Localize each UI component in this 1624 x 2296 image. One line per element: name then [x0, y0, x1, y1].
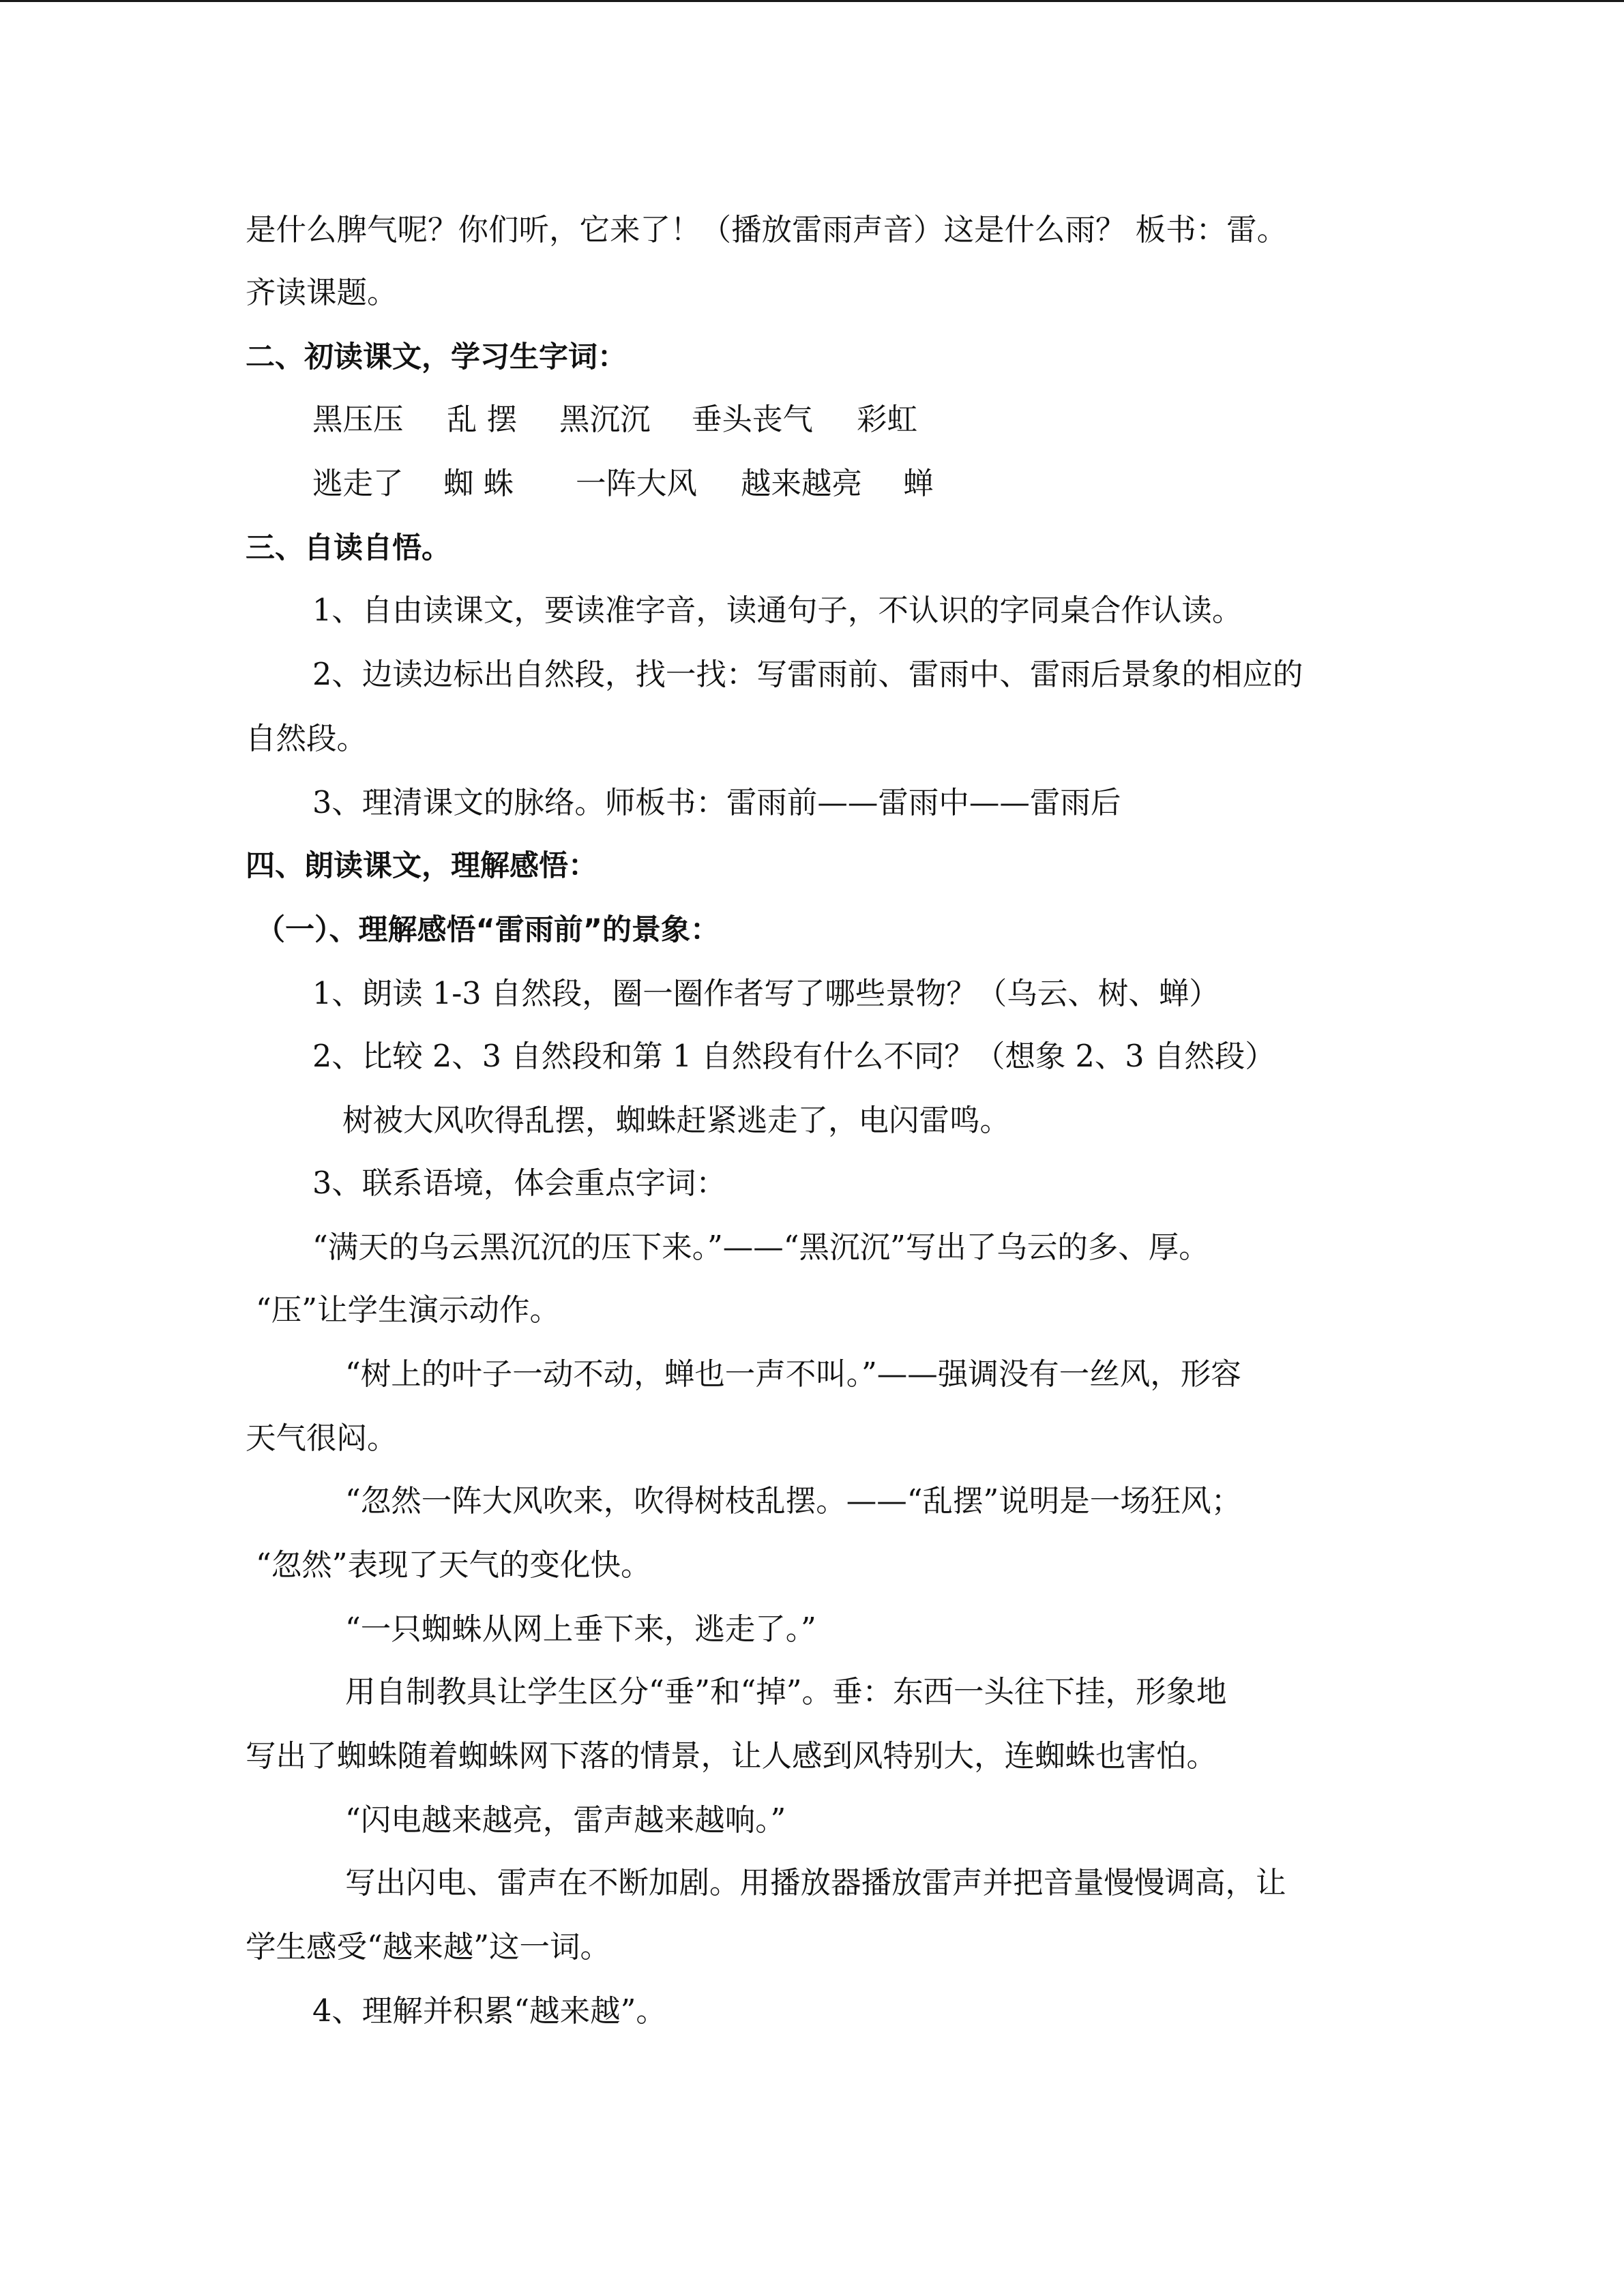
text-line: 2、边读边标出自然段，找一找：写雷雨前、雷雨中、雷雨后景象的相应的: [312, 657, 1303, 692]
vocab-word: 黑沉沉: [559, 402, 651, 437]
quote-line: “闪电越来越亮，雷声越来越响。”: [345, 1803, 786, 1838]
text-line: 1、自由读课文，要读准字音，读通句子，不认识的字同桌合作认读。: [312, 593, 1243, 628]
text-line: 用自制教具让学生区分“垂”和“掉”。垂：东西一头往下挂，形象地: [345, 1675, 1227, 1710]
section-heading-2: 二、初读课文，学习生字词：: [246, 340, 627, 374]
vocab-word: 一阵大风: [576, 466, 698, 501]
vocab-word: 黑压压: [312, 402, 404, 437]
text-line: 树被大风吹得乱摆，蜘蛛赶紧逃走了，电闪雷鸣。: [342, 1103, 1011, 1138]
text-line: 3、联系语境，体会重点字词：: [312, 1166, 726, 1201]
vocab-row-1: [312, 400, 1445, 441]
quote-line: “一只蜘蛛从网上垂下来，逃走了。”: [345, 1612, 816, 1647]
text-line: “压”让学生演示动作。: [256, 1293, 561, 1328]
vocab-word: 越来越亮: [741, 466, 863, 501]
vocab-word: 逃走了: [312, 466, 404, 501]
text-line: 齐读课题。: [246, 275, 398, 310]
subsection-heading: （一）、理解感悟“雷雨前”的景象：: [256, 913, 720, 947]
vocab-word: 彩虹: [857, 402, 918, 437]
text-line: 是什么脾气呢？你们听，它来了！（播放雷雨声音）这是什么雨？ 板书：雷。: [246, 213, 1288, 248]
text-line: “忽然”表现了天气的变化快。: [256, 1548, 651, 1583]
text-line: 4、理解并积累“越来越”。: [312, 1994, 666, 2029]
text-line: 自然段。: [246, 721, 368, 756]
vocab-word: 蜘 蛛: [443, 466, 514, 501]
top-border-line: [0, 0, 1624, 2]
vocab-word: 蝉: [903, 466, 934, 501]
section-heading-3: 三、自读自悟。: [246, 531, 451, 565]
vocab-word: 垂头丧气: [692, 402, 814, 437]
text-line: 学生感受“越来越”这一词。: [246, 1930, 611, 1965]
vocab-word: 乱 摆: [447, 402, 518, 437]
text-line: 2、比较 2、3 自然段和第 1 自然段有什么不同？（想象 2、3 自然段）: [312, 1039, 1275, 1074]
text-line: 写出闪电、雷声在不断加剧。用播放器播放雷声并把音量慢慢调高，让: [345, 1866, 1286, 1900]
text-line: 天气很闷。: [246, 1421, 398, 1456]
vocab-row-2: [312, 464, 1445, 505]
text-line: 1、朗读 1-3 自然段，圈一圈作者写了哪些景物？（乌云、树、蝉）: [312, 976, 1220, 1011]
quote-line: “树上的叶子一动不动，蝉也一声不叫。”——强调没有一丝风，形容: [345, 1357, 1241, 1392]
quote-line: “满天的乌云黑沉沉的压下来。”——“黑沉沉”写出了乌云的多、厚。: [312, 1230, 1209, 1265]
text-line: 写出了蜘蛛随着蜘蛛网下落的情景，让人感到风特别大，连蜘蛛也害怕。: [246, 1739, 1217, 1774]
quote-line: “忽然一阵大风吹来，吹得树枝乱摆。——“乱摆”说明是一场狂风；: [345, 1484, 1242, 1519]
section-heading-4: 四、朗读课文，理解感悟：: [246, 849, 597, 883]
text-line: 3、理清课文的脉络。师板书：雷雨前——雷雨中——雷雨后: [312, 786, 1121, 820]
